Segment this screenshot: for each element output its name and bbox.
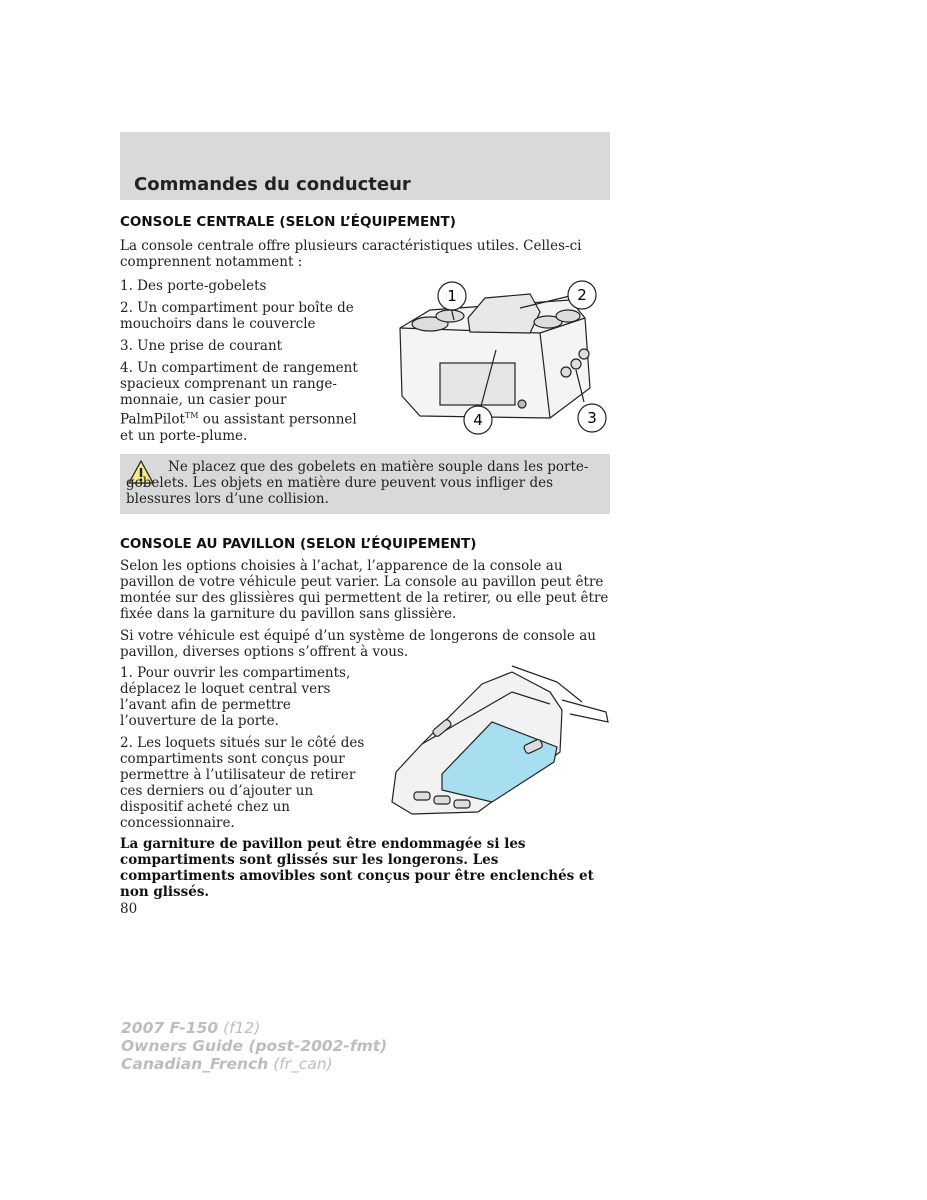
list-item: 3. Une prise de courant [120, 338, 283, 354]
item4-text: 4. Un compartiment de rangement spacieux comprenant un range-monnaie, un casier pour PalmPilot [120, 360, 358, 428]
list-item: 1. Des porte-gobelets [120, 278, 267, 294]
footer-line-2: Owners Guide (post-2002-fmt) [121, 1037, 388, 1055]
section-intro: La console centrale offre plusieurs caractéristiques utiles. Celles-ci comprennent notamment : [120, 238, 582, 270]
callout-label: 3 [587, 409, 597, 427]
footer-model: 2007 F-150 [121, 1019, 219, 1037]
warning-text: Ne placez que des gobelets en matière souple dans les porte-gobelets. Les objets en matière dure peuvent vous infliger des blessures lors d’une collision. [126, 459, 589, 507]
trademark-mark: TM [184, 411, 199, 420]
caution-note: La garniture de pavillon peut être endommagée si les compartiments sont glissés sur les longerons. Les compartiments amovibles sont conçus pour être enclenchés et non glissés. [120, 836, 594, 900]
section-title-overhead-console: CONSOLE AU PAVILLON (SELON L’ÉQUIPEMENT) [120, 536, 477, 552]
section-title-center-console: CONSOLE CENTRALE (SELON L’ÉQUIPEMENT) [120, 214, 456, 230]
footer-code: (f12) [218, 1019, 261, 1037]
footer-line-3 [121, 1055, 387, 1073]
page-title: Commandes du conducteur [134, 174, 411, 195]
footer-language: Canadian_French [121, 1055, 269, 1073]
callout-4 [464, 406, 492, 434]
callout-label: 2 [577, 286, 587, 304]
feature-list [120, 278, 360, 450]
list-item: 1. Pour ouvrir les compartiments, déplacez le loquet central vers l’avant afin de permettre l’ouverture de la porte. [120, 665, 351, 729]
callout-3 [578, 404, 606, 432]
footer-lang-code: (fr_can) [268, 1055, 333, 1073]
callout-2 [568, 281, 596, 309]
overhead-para-2: Si votre véhicule est équipé d’un système de longerons de console au pavillon, diverses options s’offrent à vous. [120, 628, 596, 660]
overhead-console-illustration [382, 662, 610, 822]
warning-box [120, 454, 610, 514]
center-console-illustration [390, 278, 610, 438]
list-item: 2. Les loquets situés sur le côté des compartiments sont conçus pour permettre à l’utilisateur de retirer ces derniers ou d’ajouter un dispositif acheté chez un concessionnaire. [120, 735, 365, 831]
page-number: 80 [120, 901, 138, 917]
callout-1 [438, 282, 466, 310]
overhead-list [120, 665, 366, 837]
list-item: 2. Un compartiment pour boîte de mouchoirs dans le couvercle [120, 300, 354, 332]
item4-text-end: ou assistant personnel et un porte-plume. [120, 411, 357, 444]
overhead-para-1: Selon les options choisies à l’achat, l’apparence de la console au pavillon de votre véhicule peut varier. La console au pavillon peut être montée sur des glissières qui permettent de la retirer, ou elle peut être fixée dans la garniture du pavillon sans glissière. [120, 558, 609, 622]
document-footer [121, 1019, 387, 1073]
list-item [120, 360, 360, 444]
callout-label: 1 [447, 287, 457, 305]
callout-label: 4 [473, 411, 483, 429]
footer-line-1 [121, 1019, 387, 1037]
